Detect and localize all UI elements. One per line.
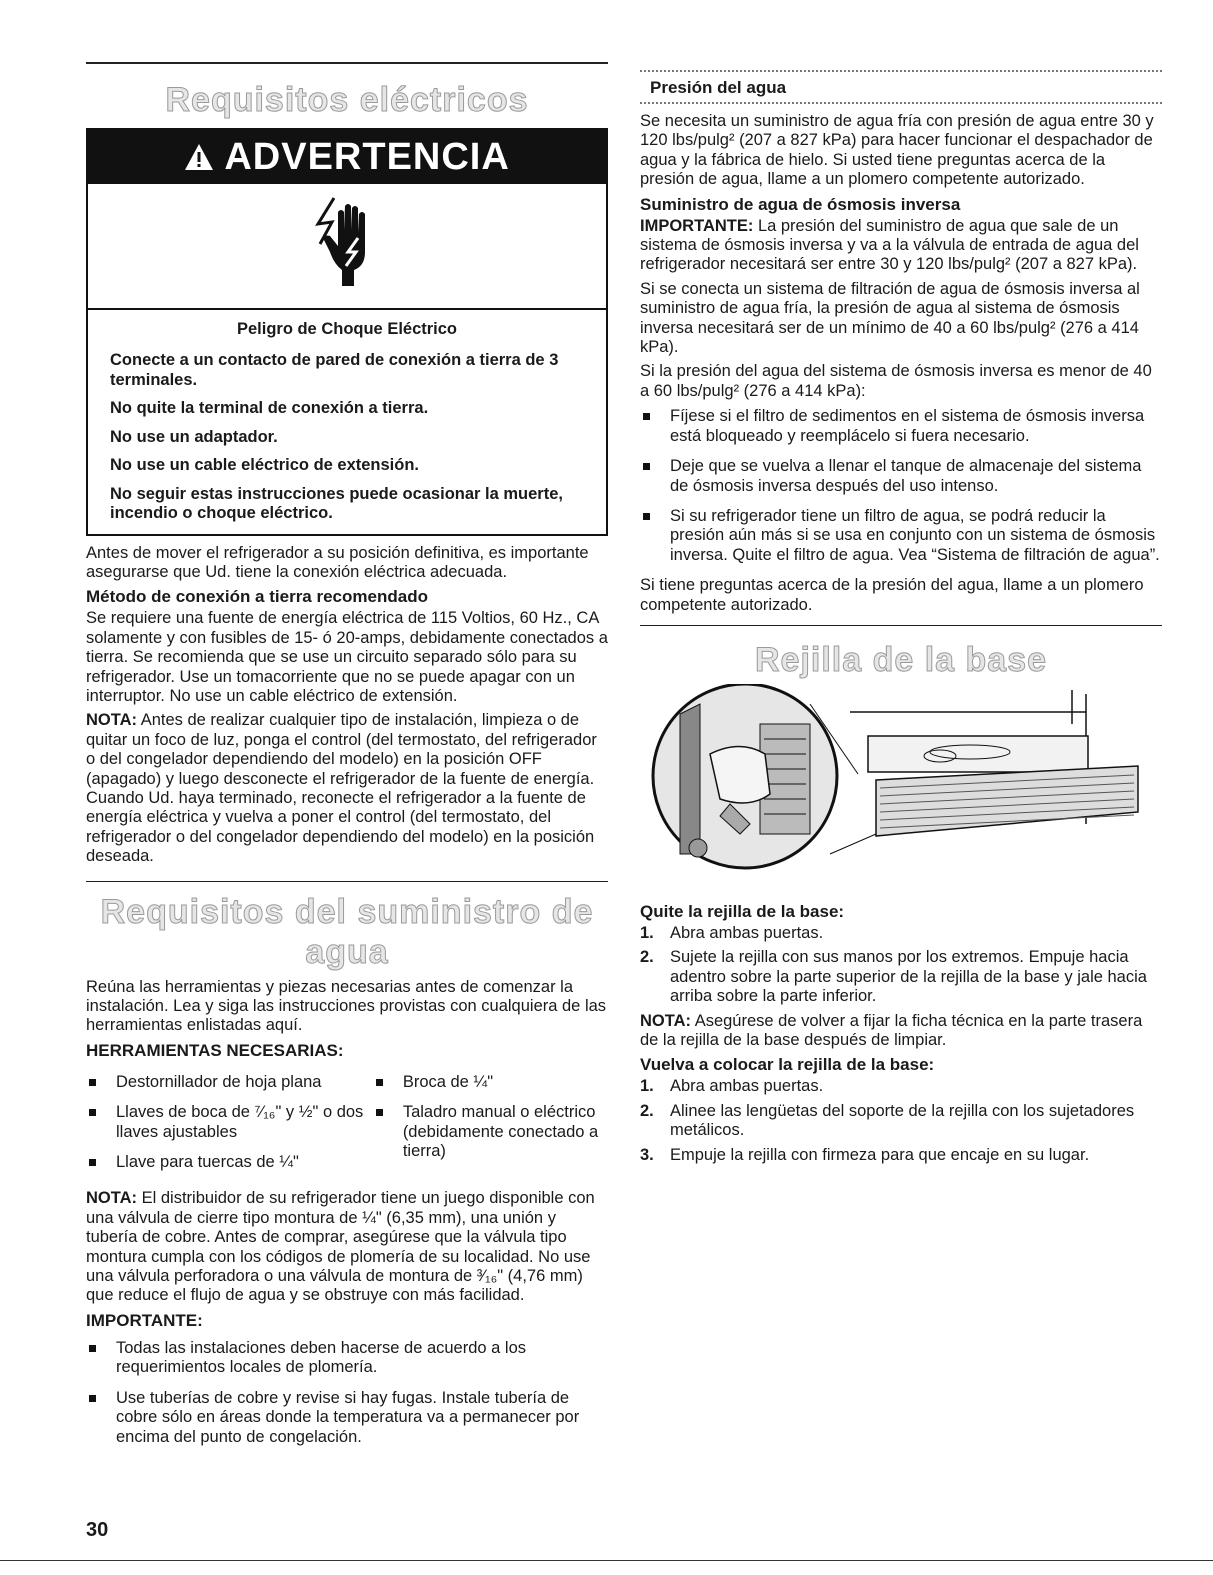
page-number: 30 (86, 1519, 109, 1541)
nota-text: Antes de realizar cualquier tipo de instalación, limpieza o de quitar un foco de luz, ponga el control (del termostato, del refrigerador o del congelador dependiendo del modelo) en la posición OFF (apagado) y luego desconecte el refrigerador de la fuente de energía. Cuando Ud. haya terminado, reconecte el refrigerador a la fuente de energía eléctrica y vuelva a poner el control (del termostato, del refrigerador o del congelador dependiendo del modelo) en la posición deseada. (86, 711, 597, 866)
tools-list (86, 1073, 608, 1190)
step-number: 1. (640, 1077, 654, 1096)
nota-paragraph (86, 1189, 608, 1305)
water-section-title: Requisitos del suministro de agua (100, 892, 594, 971)
step-item (640, 1102, 1162, 1141)
nota-label: NOTA: (86, 711, 138, 730)
tools-column-2 (373, 1073, 608, 1184)
important-item: Use tuberías de cobre y revise si hay fugas. Instale tubería de cobre sólo en áreas donde la temperatura va a permanecer por encima del punto de congelación. (86, 1389, 608, 1447)
ground-text: Se requiere una fuente de energía eléctrica de 115 Voltios, 60 Hz., CA solamente y con fusibles de 15- ó 20-amps, debidamente conectados a tierra. Se recomienda que se use un circuito separado sólo para su refrigerador. Use un tomacorriente que no se puede apagar con un interruptor. No use un cable eléctrico de extensión. (86, 609, 608, 705)
electrical-intro: Antes de mover el refrigerador a su posición definitiva, es importante asegurarse que Ud. tiene la conexión eléctrica adecuada. (86, 543, 589, 581)
step-text: Abra ambas puertas. (670, 923, 824, 942)
step-text: Sujete la rejilla con sus manos por los extremos. Empuje hacia adentro sobre la parte superior de la rejilla de la base y jale hacia arriba sobre la parte inferior. (670, 948, 1147, 1006)
ro-list (640, 407, 1162, 565)
step-number: 3. (640, 1145, 654, 1164)
nota-paragraph (640, 1012, 1162, 1051)
step-item (640, 924, 1162, 943)
ro-item: Si su refrigerador tiene un filtro de agua, se podrá reducir la presión aún más si se usa en conjunto con un sistema de ósmosis inversa. Quite el filtro de agua. Vea “Sistema de filtración de agua”. (640, 507, 1162, 565)
nota-text: El distribuidor de su refrigerador tiene un juego disponible con una válvula de cierre tipo montura de ¼" (6,35 mm), una unión y tubería de cobre. Antes de comprar, asegúrese que la válvula tipo montura cumpla con los códigos de plomería de su localidad. No use una válvula perforadora o una válvula de montura de ³⁄₁₆" (4,76 mm) que reduce el flujo de agua y se obstruye con más facilidad. (86, 1189, 595, 1305)
step-item (640, 1077, 1162, 1096)
important-heading: IMPORTANTE: (86, 1310, 203, 1330)
tools-column-1 (86, 1073, 373, 1184)
ro-item: Deje que se vuelva a llenar el tanque de almacenaje del sistema de ósmosis inversa después del uso intenso. (640, 457, 1162, 496)
ro-important-text: La presión del suministro de agua que sale de un sistema de ósmosis inversa y va a la válvula de entrada de agua del refrigerador necesitará ser entre 30 y 120 lbs/pulg² (207 a 827 kPa). (640, 216, 1139, 274)
step-item (640, 948, 1162, 1006)
important-item: Todas las instalaciones deben hacerse de acuerdo a los requerimientos locales de plomería. (86, 1339, 608, 1378)
remove-heading: Quite la rejilla de la base: (640, 901, 845, 921)
replace-steps (640, 1077, 1162, 1165)
step-number: 2. (640, 1101, 654, 1120)
ro-heading: Suministro de agua de ósmosis inversa (640, 194, 961, 214)
warning-line: No use un cable eléctrico de extensión. (110, 456, 420, 474)
remove-steps (640, 924, 1162, 1007)
ro-item: Fíjese si el filtro de sedimentos en el sistema de ósmosis inversa está bloqueado y reemplácelo si fuera necesario. (640, 407, 1162, 446)
ground-heading: Método de conexión a tierra recomendado (86, 587, 428, 607)
ro-text-2: Si se conecta un sistema de filtración de agua de ósmosis inversa al suministro de agua fría, la presión de agua al sistema de ósmosis inversa necesitará ser de un mínimo de 40 a 60 lbs/pulg² (276 a 414 kPa). (640, 279, 1140, 357)
base-grille-illustration (640, 684, 1162, 888)
electrical-section-title: Requisitos eléctricos (165, 81, 529, 119)
ro-closing: Si tiene preguntas acerca de la presión del agua, llame a un plomero competente autorizado. (640, 576, 1144, 614)
section-rule (640, 625, 1162, 626)
warning-header (88, 130, 606, 184)
warning-body (88, 310, 606, 534)
nota-label: NOTA: (640, 1011, 692, 1030)
right-column (640, 70, 1162, 1170)
pressure-heading: Presión del agua (640, 70, 1162, 104)
step-item (640, 1146, 1162, 1165)
warning-icon-area (88, 184, 606, 310)
tool-item: Destornillador de hoja plana (86, 1073, 373, 1092)
warning-line: No use un adaptador. (110, 427, 278, 446)
tool-item: Broca de ¼" (373, 1073, 608, 1092)
ro-important (640, 217, 1162, 275)
grille-section-title: Rejilla de la base (754, 640, 1048, 679)
bottom-rule (0, 1560, 1213, 1561)
step-number: 1. (640, 923, 654, 942)
nota-text: Asegúrese de volver a fijar la ficha técnica en la parte trasera de la rejilla de la base después de limpiar. (640, 1011, 1143, 1049)
warning-subtitle: Peligro de Choque Eléctrico (236, 320, 458, 338)
important-list (86, 1339, 608, 1447)
important-label: IMPORTANTE: (640, 216, 754, 235)
step-text: Alinee las lengüetas del soporte de la rejilla con los sujetadores metálicos. (670, 1101, 1135, 1140)
step-text: Abra ambas puertas. (670, 1077, 824, 1096)
tool-item: Llaves de boca de ⁷⁄₁₆" y ½" o dos llaves ajustables (86, 1103, 373, 1142)
warning-header-text: ADVERTENCIA (224, 136, 510, 178)
warning-line: Conecte a un contacto de pared de conexión a tierra de 3 terminales. (110, 351, 559, 389)
warning-line: No quite la terminal de conexión a tierra. (110, 399, 429, 417)
nota-label: NOTA: (86, 1189, 138, 1208)
section-rule (86, 62, 608, 64)
tool-item: Taladro manual o eléctrico (debidamente conectado a tierra) (373, 1103, 608, 1161)
step-text: Empuje la rejilla con firmeza para que encaje en su lugar. (670, 1145, 1090, 1164)
section-rule (86, 881, 608, 882)
step-number: 2. (640, 948, 654, 967)
ro-text-3: Si la presión del agua del sistema de ósmosis inversa es menor de 40 a 60 lbs/pulg² (276 a 414 kPa): (640, 362, 1152, 400)
warning-box (86, 128, 608, 536)
tool-item: Llave para tuercas de ¼" (86, 1153, 373, 1172)
water-intro: Reúna las herramientas y piezas necesarias antes de comenzar la instalación. Lea y siga las instrucciones provistas con cualquiera de las herramientas enlistadas aquí. (86, 977, 607, 1035)
nota-paragraph (86, 711, 608, 866)
left-column (86, 62, 608, 1458)
warning-triangle-icon (184, 136, 224, 178)
replace-heading: Vuelva a colocar la rejilla de la base: (640, 1055, 935, 1075)
electric-shock-hand-icon (312, 194, 382, 299)
pressure-text: Se necesita un suministro de agua fría con presión de agua entre 30 y 120 lbs/pulg² (207 a 827 kPa) para hacer funcionar el despachador de agua y la fábrica de hielo. Si usted tiene preguntas acerca de la presión de agua, llame a un plomero competente autorizado. (640, 112, 1154, 189)
warning-line: No seguir estas instrucciones puede ocasionar la muerte, incendio o choque eléctrico. (110, 484, 563, 522)
tools-heading: HERRAMIENTAS NECESARIAS: (86, 1040, 344, 1060)
